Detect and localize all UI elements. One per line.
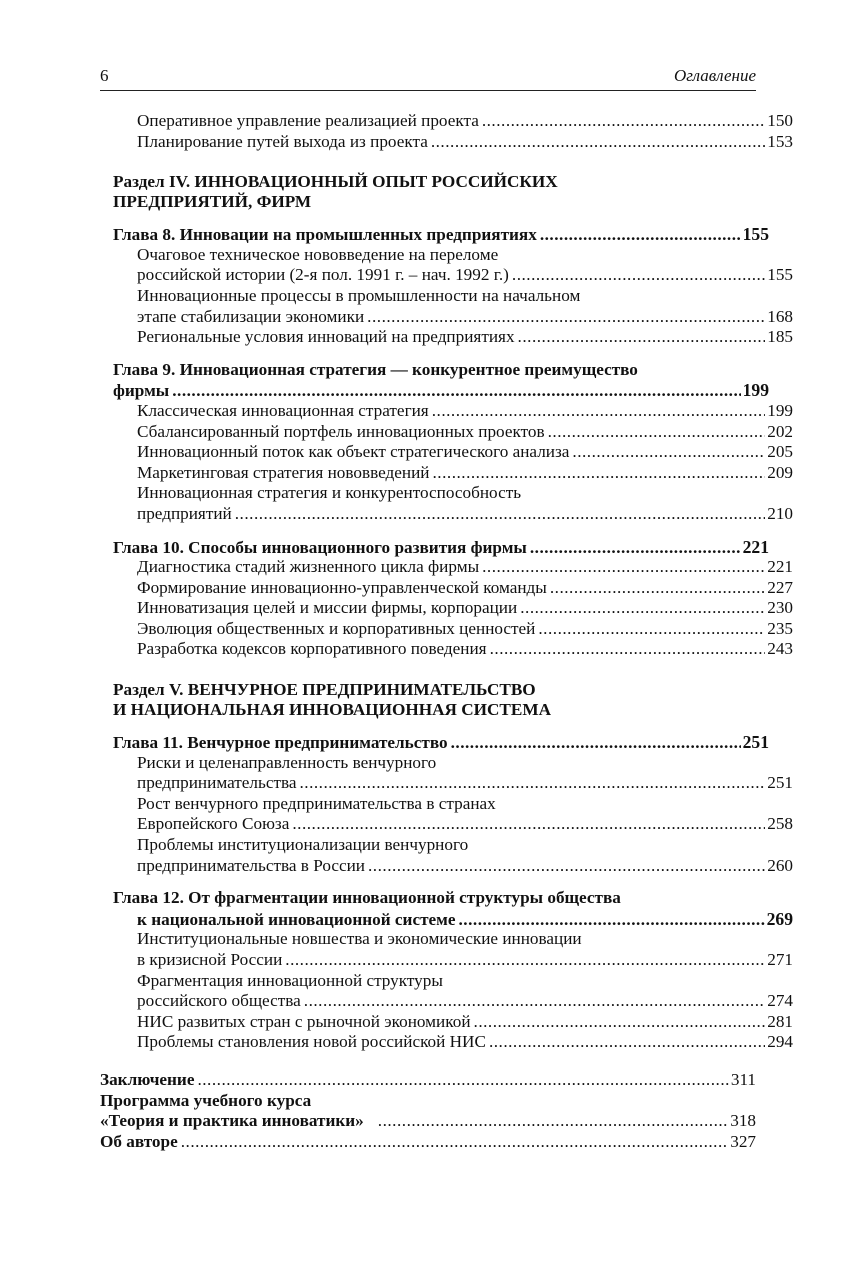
toc-entry[interactable]: российского общества ..... 274 bbox=[100, 991, 793, 1012]
toc-entry[interactable]: российской истории (2-я пол. 1991 г. – нач. 1992 г.) ..... 155 bbox=[100, 265, 793, 286]
toc-entry[interactable]: Европейского Союза ..... 258 bbox=[100, 814, 793, 835]
toc-entry[interactable]: предприятий ..... 210 bbox=[100, 504, 793, 525]
page-header bbox=[100, 66, 756, 91]
page-number: 6 bbox=[100, 66, 109, 85]
toc-entry[interactable]: Региональные условия инноваций на предприятиях ..... 185 bbox=[100, 327, 793, 348]
toc-entry-line: Инновационная стратегия и конкурентоспособность bbox=[137, 483, 522, 503]
toc-entry-conclusion[interactable]: Заключение ..... 311 bbox=[100, 1070, 756, 1091]
toc-entry[interactable]: Инновационный поток как объект стратегического анализа ..... 205 bbox=[100, 442, 793, 463]
toc-entry[interactable]: предпринимательства в России ..... 260 bbox=[100, 856, 793, 877]
toc-entry-line: Институциональные новшества и экономические инновации bbox=[137, 929, 582, 949]
chapter-entry[interactable]: Глава 10. Способы инновационного развития фирмы ..... 221 bbox=[100, 537, 769, 558]
toc-entry-line: Риски и целенаправленность венчурного bbox=[137, 752, 437, 772]
chapter-entry[interactable]: к национальной инновационной системе ..... 269 bbox=[100, 909, 793, 930]
toc-entry[interactable]: Формирование инновационно-управленческой команды ..... 227 bbox=[100, 578, 793, 599]
table-of-contents bbox=[100, 111, 793, 1152]
chapter-title-line: Глава 12. От фрагментации инновационной структуры общества bbox=[113, 888, 621, 908]
toc-entry[interactable]: Эволюция общественных и корпоративных ценностей ..... 235 bbox=[100, 619, 793, 640]
toc-entry[interactable]: Планирование путей выхода из проекта ..... 153 bbox=[100, 132, 793, 153]
section-heading: Раздел IV. ИННОВАЦИОННЫЙ ОПЫТ РОССИЙСКИХ ПРЕДПРИЯТИЙ, ФИРМ bbox=[113, 172, 558, 212]
toc-entry-line: Программа учебного курса bbox=[100, 1090, 312, 1110]
toc-entry-author[interactable]: Об авторе ..... 327 bbox=[100, 1132, 756, 1153]
chapter-entry[interactable]: фирмы ..... 199 bbox=[100, 380, 769, 401]
toc-entry[interactable]: Разработка кодексов корпоративного поведения ..... 243 bbox=[100, 639, 793, 660]
toc-entry[interactable]: этапе стабилизации экономики ..... 168 bbox=[100, 307, 793, 328]
chapter-entry[interactable]: Глава 8. Инновации на промышленных предприятиях ..... 155 bbox=[100, 224, 769, 245]
toc-entry[interactable]: в кризисной России ..... 271 bbox=[100, 950, 793, 971]
toc-entry[interactable]: Оперативное управление реализацией проекта ..... 150 bbox=[100, 111, 793, 132]
toc-entry[interactable]: Диагностика стадий жизненного цикла фирмы ..... 221 bbox=[100, 557, 793, 578]
toc-entry[interactable]: Инноватизация целей и миссии фирмы, корпорации ..... 230 bbox=[100, 598, 793, 619]
toc-entry[interactable]: НИС развитых стран с рыночной экономикой ..... 281 bbox=[100, 1012, 793, 1033]
toc-entry[interactable]: Классическая инновационная стратегия ..... 199 bbox=[100, 401, 793, 422]
toc-entry-line: Проблемы институционализации венчурного bbox=[137, 835, 469, 855]
toc-entry-program[interactable]: «Теория и практика инноватики» ..... 318 bbox=[100, 1111, 756, 1132]
running-title: Оглавление bbox=[673, 66, 756, 85]
toc-entry-line: Инновационные процессы в промышленности на начальном bbox=[137, 285, 581, 305]
section-heading: Раздел V. ВЕНЧУРНОЕ ПРЕДПРИНИМАТЕЛЬСТВО И НАЦИОНАЛЬНАЯ ИННОВАЦИОННАЯ СИСТЕМА bbox=[113, 680, 551, 720]
toc-entry-line: Рост венчурного предпринимательства в странах bbox=[137, 793, 496, 813]
toc-entry[interactable]: предпринимательства ..... 251 bbox=[100, 773, 793, 794]
chapter-entry[interactable]: Глава 11. Венчурное предпринимательство ..... 251 bbox=[100, 732, 769, 753]
toc-entry[interactable]: Маркетинговая стратегия нововведений ..... 209 bbox=[100, 463, 793, 484]
chapter-title-line: Глава 9. Инновационная стратегия — конкурентное преимущество bbox=[113, 359, 638, 379]
toc-entry[interactable]: Проблемы становления новой российской НИС ..... 294 bbox=[100, 1032, 793, 1053]
toc-entry[interactable]: Сбалансированный портфель инновационных проектов ..... 202 bbox=[100, 422, 793, 443]
toc-entry-line: Очаговое техническое нововведение на переломе bbox=[137, 244, 499, 264]
toc-entry-line: Фрагментация инновационной структуры bbox=[137, 970, 443, 990]
